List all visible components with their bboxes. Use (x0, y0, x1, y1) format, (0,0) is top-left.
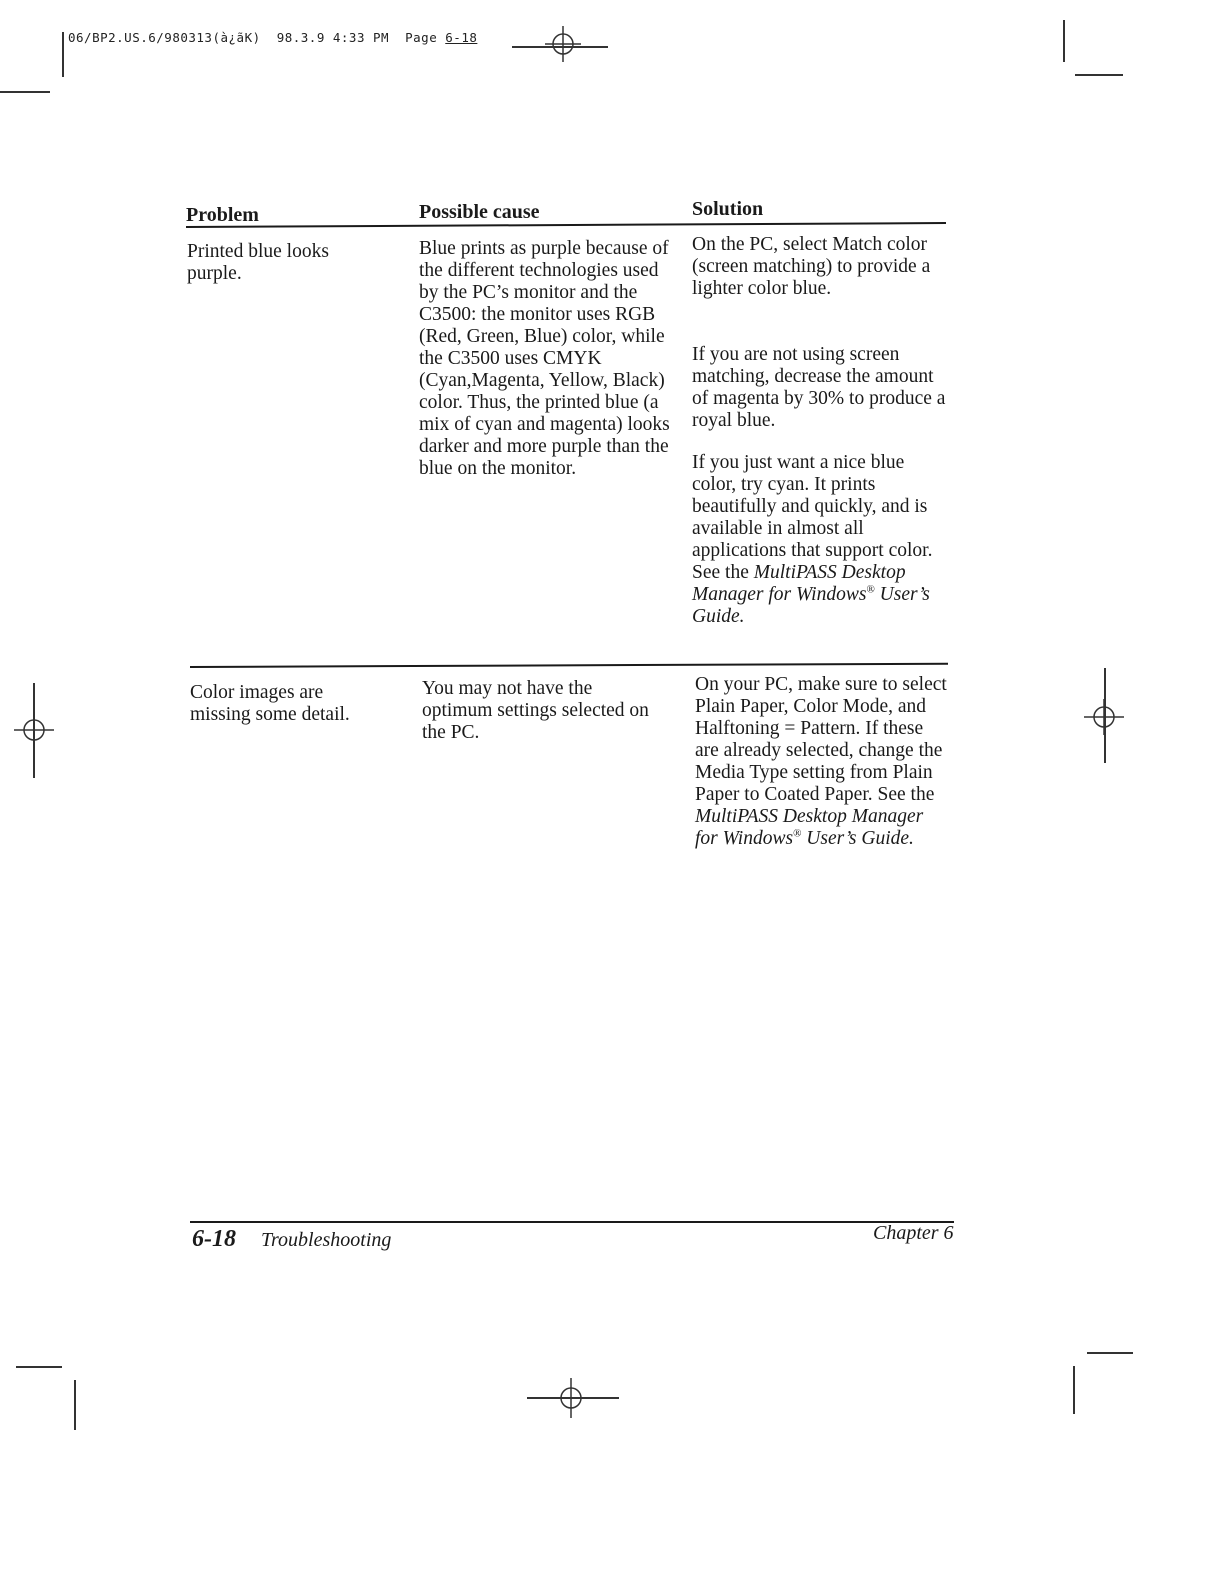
footer-page-number: 6-18 (192, 1226, 236, 1252)
slug-file: 06/BP2.US.6/980313(à¿ãK) (68, 30, 261, 45)
row2-problem (190, 682, 380, 726)
crop-mark (527, 1397, 619, 1399)
cause-text: You may not have the optimum settings selected on the PC. (422, 678, 649, 743)
row2-solution (695, 674, 947, 850)
crop-mark (74, 1380, 76, 1430)
crop-mark (1087, 1352, 1133, 1354)
guide-title-end: User’s Guide. (806, 828, 914, 849)
guide-title: MultiPASS Desktop Manager for Windows (692, 562, 906, 605)
crop-mark (1075, 74, 1123, 76)
crop-mark (0, 91, 50, 93)
crop-mark (1063, 20, 1065, 62)
solution-paragraph: On the PC, select Match color (screen matching) to provide a lighter color blue. (692, 234, 931, 299)
registration-mark-icon (1084, 697, 1124, 737)
registration-mark-icon (543, 24, 583, 64)
registered-mark: ® (793, 827, 802, 840)
header-problem: Problem (186, 204, 259, 226)
solution-paragraph: If you are not using screen matching, decrease the amount of magenta by 30% to produce a royal blue. (692, 344, 946, 431)
slug-page-label: Page (405, 30, 438, 45)
print-slug (68, 30, 477, 45)
registration-mark-icon (14, 710, 54, 750)
guide-title-end: User’s Guide. (692, 584, 930, 627)
slug-date: 98.3.9 (276, 30, 325, 45)
problem-text: Color images are missing some detail. (190, 682, 350, 725)
slug-page-number: 6-18 (445, 30, 478, 45)
row1-cause (419, 238, 675, 480)
crop-mark (62, 32, 64, 77)
solution-paragraph: If you just want a nice blue color, try cyan. It prints beautifully and quickly, and is available in almost all applications that support color. See the MultiPASS Desktop Manager for Windows® User’s Guide. (692, 452, 933, 627)
header-possible-cause: Possible cause (419, 201, 540, 223)
registered-mark: ® (866, 583, 875, 596)
row2-cause (422, 678, 662, 744)
header-rule (186, 222, 946, 228)
guide-title: MultiPASS Desktop Manager for Windows (695, 806, 924, 849)
crop-mark (16, 1366, 62, 1368)
footer-section-name: Troubleshooting (261, 1229, 392, 1251)
row1-solution (692, 234, 948, 628)
problem-text: Printed blue looks purple. (187, 241, 329, 284)
row1-problem (187, 241, 347, 285)
solution-paragraph: On your PC, make sure to select Plain Paper, Color Mode, and Halftoning = Pattern. If these are already selected, change the Media Type setting from Plain Paper to Coated Paper. See the MultiPASS Desktop Manager for Windows® User’s Guide. (695, 674, 947, 849)
footer-rule (190, 1221, 954, 1223)
crop-mark (1073, 1366, 1075, 1414)
footer-chapter: Chapter 6 (873, 1222, 954, 1244)
slug-time: 4:33 PM (332, 30, 390, 45)
row-separator (190, 663, 948, 668)
header-solution: Solution (692, 198, 764, 220)
cause-text: Blue prints as purple because of the different technologies used by the PC’s monitor and the C3500: the monitor uses RGB (Red, Green, Blue) color, while the C3500 uses CMYK (Cyan,Magenta, Yellow, Black) color. Thus, the printed blue (a mix of cyan and magenta) looks darker and more purple than the blue on the monitor. (419, 238, 670, 479)
